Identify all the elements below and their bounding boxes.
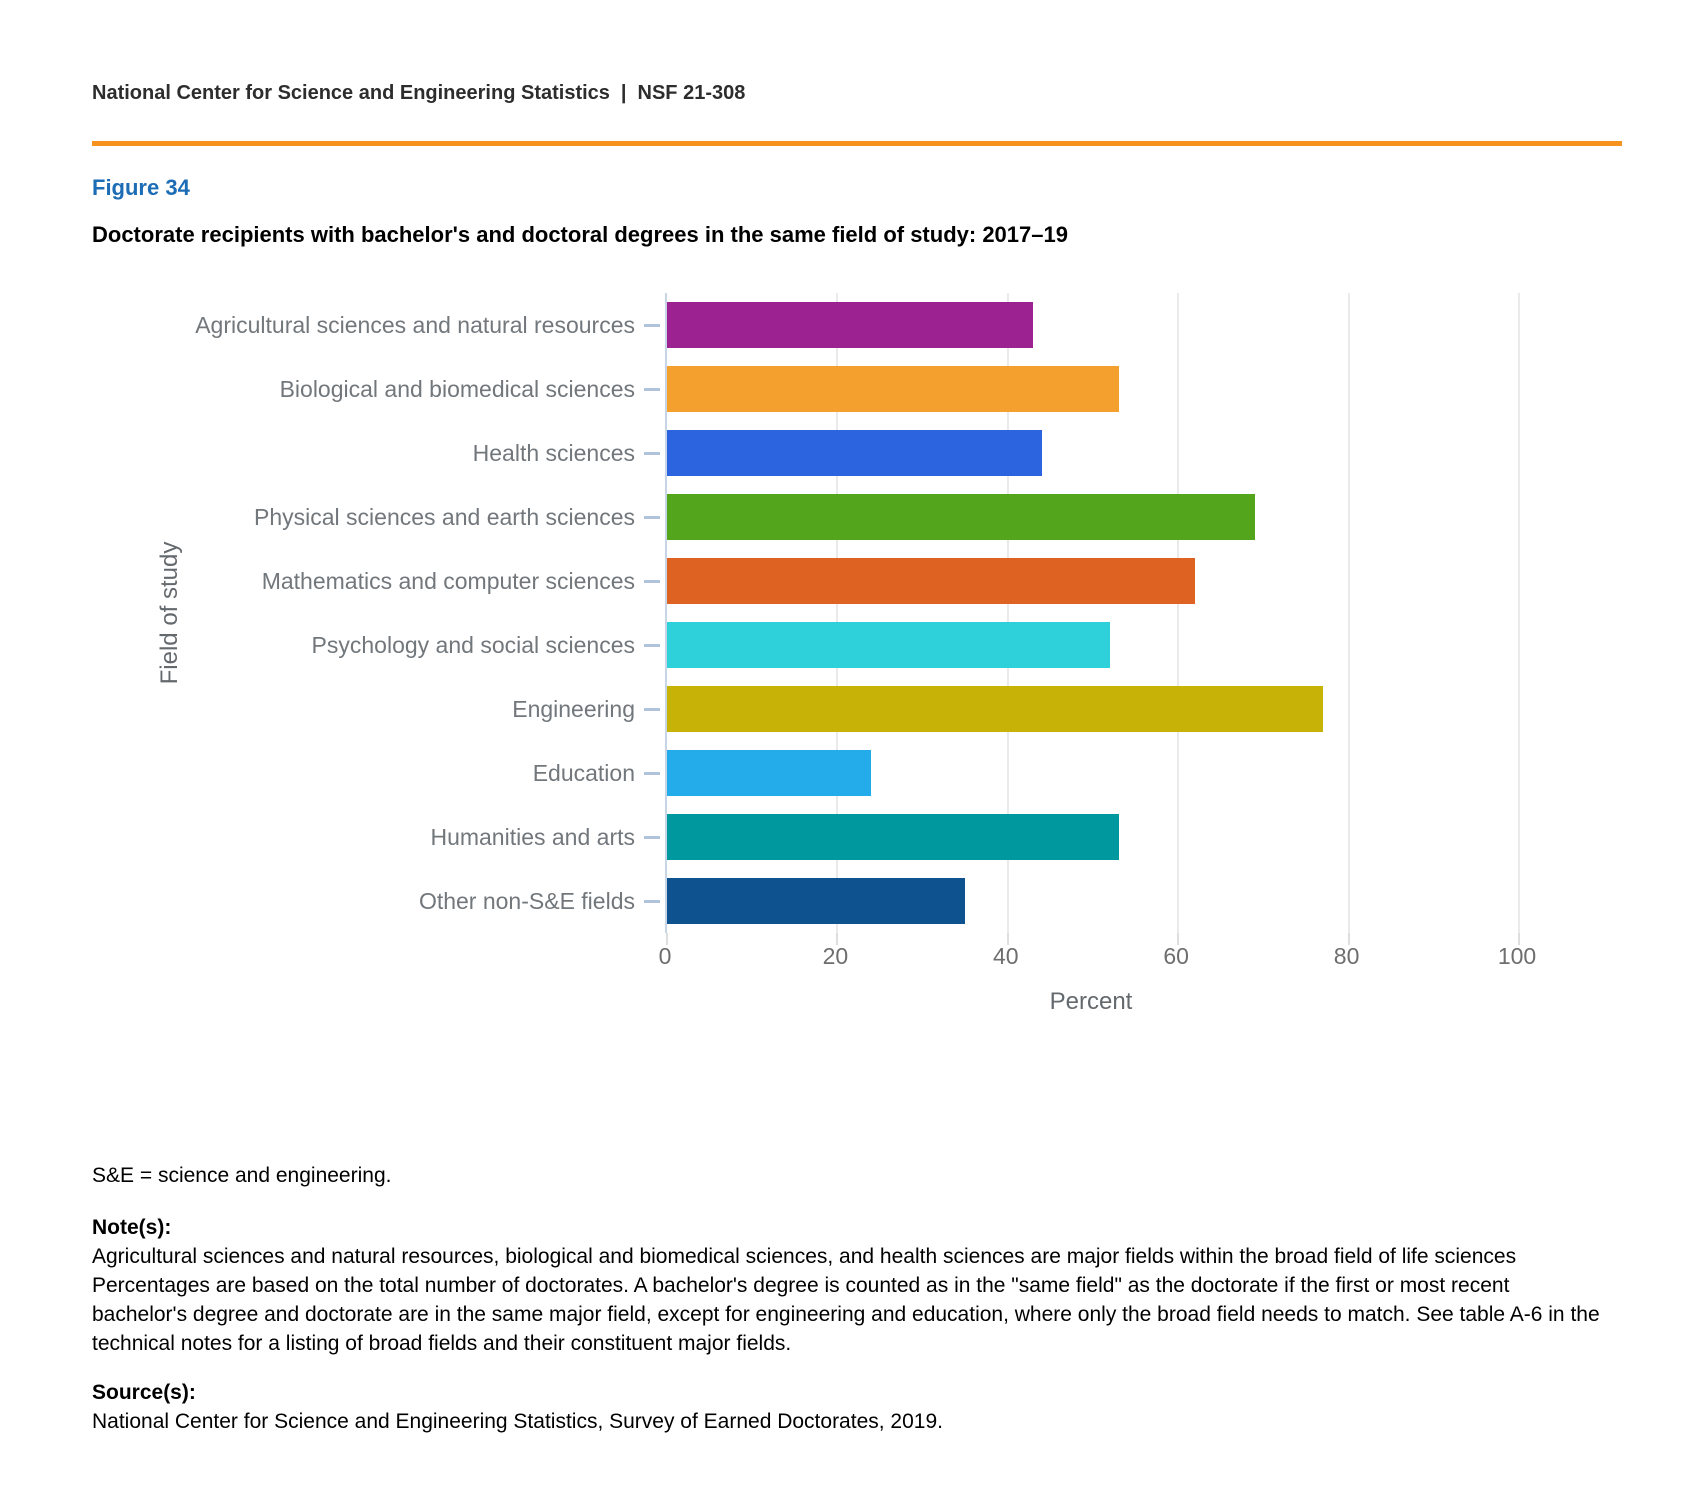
category-tick-mark	[644, 644, 660, 647]
header-separator: |	[620, 82, 627, 104]
category-tick-mark	[644, 708, 660, 711]
bar	[667, 302, 1033, 348]
category-tick-mark	[644, 900, 660, 903]
category-tick-mark	[644, 772, 660, 775]
category-label: Agricultural sciences and natural resources	[195, 312, 635, 338]
category-label: Psychology and social sciences	[311, 632, 635, 658]
category-tick-mark	[644, 580, 660, 583]
sources-text: National Center for Science and Engineering Statistics, Survey of Earned Doctorates, 2019.	[92, 1410, 943, 1433]
category-label: Health sciences	[472, 440, 635, 466]
x-axis-tick-labels	[658, 943, 1537, 973]
gridline	[1177, 293, 1179, 933]
category-label: Engineering	[512, 696, 635, 722]
category-label: Education	[532, 760, 635, 786]
bar	[667, 558, 1195, 604]
figure-title: Doctorate recipients with bachelor's and doctoral degrees in the same field of study: 2017–19	[92, 222, 1068, 247]
category-label: Biological and biomedical sciences	[279, 376, 635, 402]
bar	[667, 366, 1119, 412]
category-label: Other non-S&E fields	[418, 888, 635, 914]
x-tick-label: 100	[1497, 943, 1537, 969]
category-tick-mark	[644, 388, 660, 391]
category-tick-mark	[644, 516, 660, 519]
bar	[667, 878, 965, 924]
category-tick-mark	[644, 836, 660, 839]
x-tick-label: 40	[993, 943, 1019, 969]
figure-footnotes	[92, 1161, 1607, 1436]
report-number: NSF 21-308	[637, 82, 746, 104]
document-header	[92, 82, 1607, 105]
sources-label: Source(s):	[92, 1381, 196, 1404]
x-tick-label: 0	[658, 943, 672, 969]
notes-text: Agricultural sciences and natural resources, biological and biomedical sciences, and health sciences are major fields within the broad field of life sciences Percentages are based on the total number of doctorates. A bachelor's degree is counted as in the "same field" as the doctorate if the first or most recent bachelor's degree and doctorate are in the same major field, except for engineering and education, where only the broad field needs to match. See table A-6 in the technical notes for a listing of broad fields and their constituent major fields.	[92, 1245, 1600, 1355]
gridline	[1518, 293, 1520, 933]
category-label: Physical sciences and earth sciences	[254, 504, 635, 530]
bar	[667, 494, 1255, 540]
horizontal-bar-chart	[0, 263, 1699, 1023]
x-tick-label: 20	[822, 943, 849, 969]
notes-label: Note(s):	[92, 1216, 172, 1239]
x-tick-label: 80	[1333, 943, 1360, 969]
x-tick-label: 60	[1163, 943, 1189, 969]
y-axis-title: Field of study	[156, 541, 183, 685]
bar	[667, 686, 1323, 732]
category-label: Mathematics and computer sciences	[261, 568, 635, 594]
bar	[667, 622, 1110, 668]
bar	[667, 814, 1119, 860]
figure-number-label: Figure 34	[92, 175, 190, 200]
category-tick-mark	[644, 452, 660, 455]
abbreviation-note: S&E = science and engineering.	[92, 1164, 392, 1187]
gridline	[1348, 293, 1350, 933]
plot-area	[665, 293, 1519, 933]
bar	[667, 750, 871, 796]
bar	[667, 430, 1042, 476]
category-tick-mark	[644, 324, 660, 327]
category-label: Humanities and arts	[430, 824, 635, 850]
orange-divider-rule	[92, 141, 1622, 146]
x-axis-title: Percent	[1049, 988, 1133, 1015]
publisher-name: National Center for Science and Engineering Statistics	[92, 82, 610, 104]
